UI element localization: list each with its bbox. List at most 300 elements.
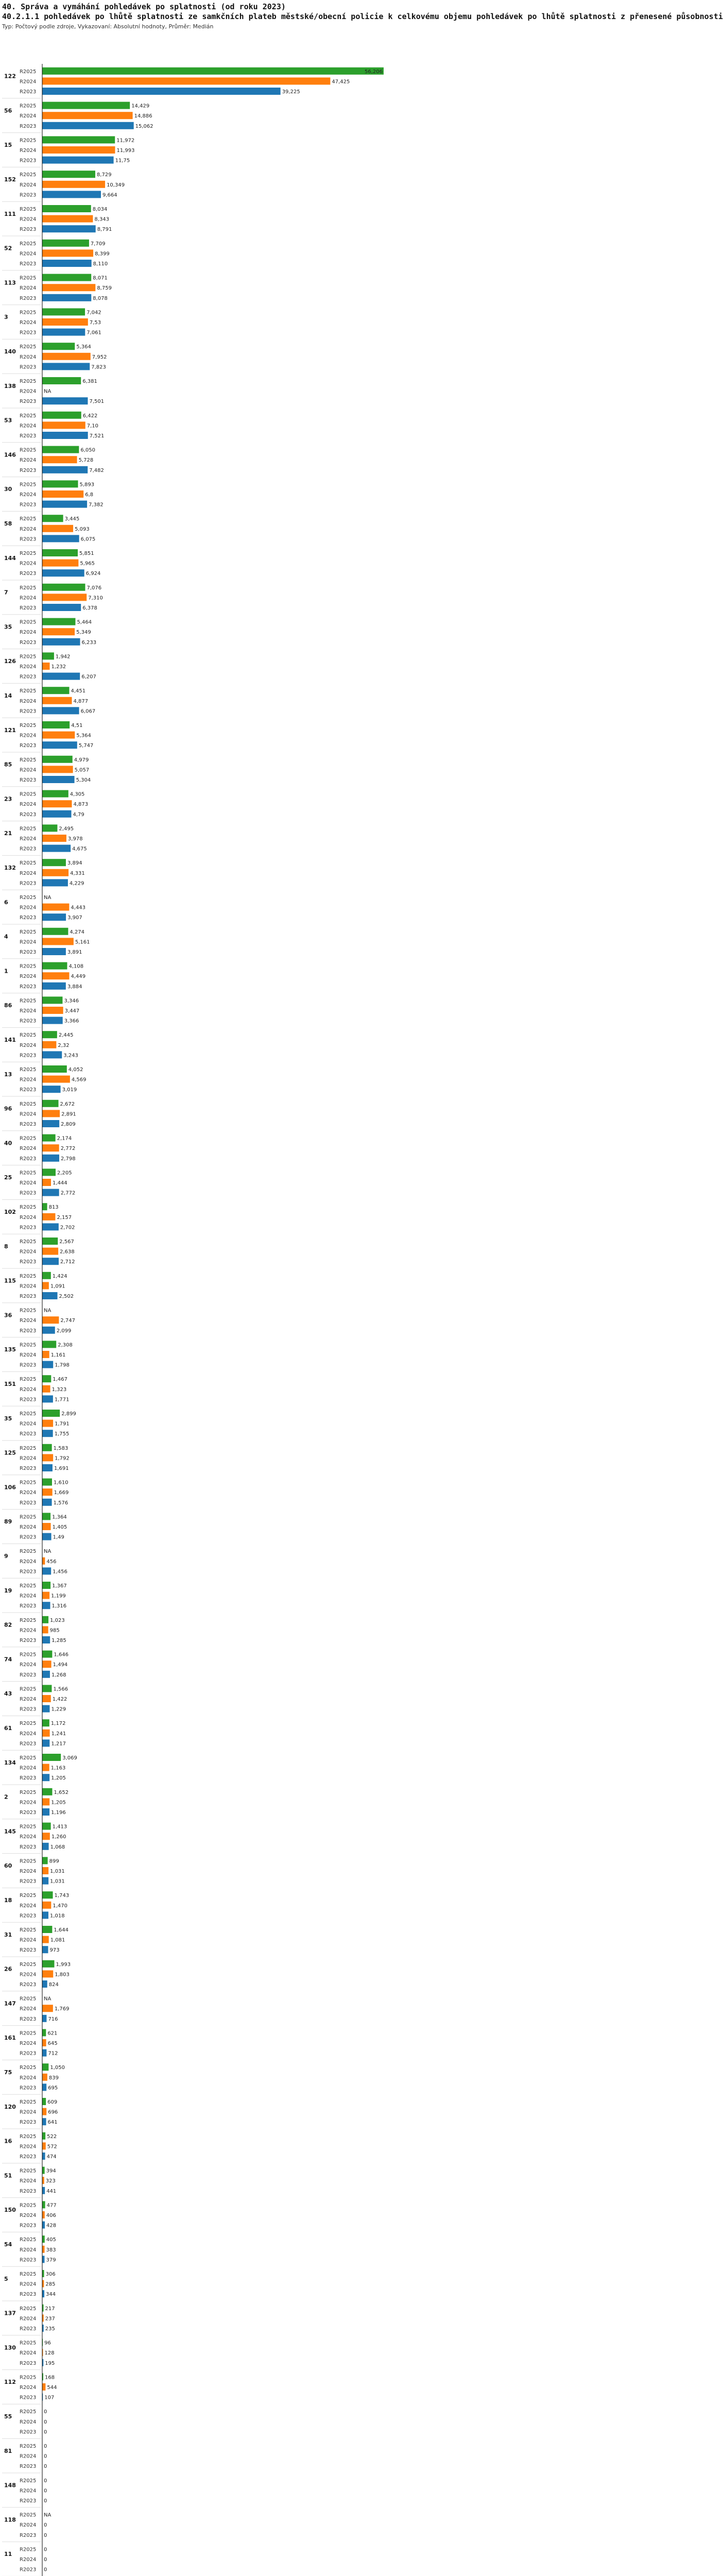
row-label: R2023 [20, 536, 37, 543]
bar-r2024 [42, 663, 50, 670]
bar-r2024 [42, 904, 69, 911]
row-label: R2025 [20, 791, 37, 798]
row-label: R2024 [20, 1903, 37, 1909]
bar-r2024 [42, 2074, 47, 2081]
value-label: 168 [44, 2375, 55, 2381]
group-label: 120 [4, 2103, 16, 2110]
value-label: 2,798 [61, 1156, 76, 1162]
bar-r2024 [42, 1213, 55, 1221]
group-label: 5 [4, 2275, 8, 2282]
row-label: R2025 [20, 2340, 37, 2346]
value-label: 5,161 [75, 939, 90, 945]
group-label: 4 [4, 933, 8, 940]
row-label: R2024 [20, 836, 37, 842]
value-label: 1,456 [53, 1569, 67, 1575]
bar-r2025 [42, 2063, 48, 2071]
value-label: 5,851 [79, 551, 94, 556]
value-label: 5,093 [75, 526, 90, 532]
value-label: 2,702 [60, 1225, 75, 1231]
row-label: R2024 [20, 2247, 37, 2253]
value-label: 2,747 [60, 1318, 76, 1324]
bar-r2023 [42, 913, 66, 921]
bar-r2024 [42, 1385, 50, 1393]
value-label: 0 [44, 2409, 47, 2415]
row-label: R2025 [20, 2478, 37, 2484]
row-label: R2023 [20, 1294, 37, 1299]
value-label: 4,443 [71, 905, 86, 911]
row-label: R2024 [20, 1180, 37, 1186]
row-label: R2023 [20, 639, 37, 646]
row-label: R2025 [20, 2237, 37, 2243]
row-label: R2023 [20, 2429, 37, 2435]
value-label: 3,891 [67, 950, 82, 955]
value-label: 1,205 [51, 1800, 66, 1806]
value-label: 1,467 [53, 1377, 67, 1383]
bar-r2025 [42, 515, 63, 522]
value-label: 0 [44, 2444, 47, 2449]
group-label: 18 [4, 1897, 12, 1904]
bar-r2023 [42, 466, 88, 473]
chart-filter-text: Typ: Počtový podle zdroje, Vykazovaní: Absolutní hodnoty, Průměr: Medián [2, 23, 214, 30]
row-label: R2025 [20, 103, 37, 109]
bar-r2025 [42, 1238, 58, 1245]
value-label: 0 [44, 2488, 47, 2494]
bar-r2025 [42, 996, 62, 1004]
bar-r2025 [42, 652, 54, 659]
group-label: 43 [4, 1690, 12, 1698]
row-label: R2023 [20, 1190, 37, 1196]
row-label: R2023 [20, 502, 37, 508]
row-label: R2023 [20, 1741, 37, 1747]
row-label: R2025 [20, 482, 37, 488]
bar-r2025 [42, 377, 81, 384]
row-label: R2025 [20, 447, 37, 453]
group-label: 40 [4, 1140, 12, 1147]
value-label: 985 [49, 1628, 60, 1634]
value-label: 1,691 [54, 1466, 69, 1471]
bar-r2025 [42, 584, 85, 591]
bar-r2024 [42, 490, 83, 498]
row-label: R2023 [20, 571, 37, 577]
row-label: R2024 [20, 1834, 37, 1840]
value-label: 2,772 [60, 1146, 76, 1152]
row-label: R2023 [20, 1638, 37, 1643]
bar-r2023 [42, 1877, 48, 1885]
bar-r2024 [42, 1420, 53, 1427]
value-label: 6,067 [80, 708, 96, 715]
bar-r2024 [42, 800, 72, 807]
row-label: R2025 [20, 2168, 37, 2174]
bar-r2025 [42, 1100, 59, 1107]
group-label: 135 [4, 1346, 16, 1353]
bar-r2025 [42, 687, 70, 694]
bar-r2023 [42, 982, 66, 990]
value-label: 1,576 [53, 1500, 68, 1506]
row-label: R2025 [20, 757, 37, 763]
group-label: 13 [4, 1071, 12, 1078]
value-label: 813 [48, 1205, 59, 1211]
value-label: 6,050 [80, 447, 96, 453]
row-label: R2024 [20, 2109, 37, 2115]
bar-r2024 [42, 1488, 53, 1496]
bar-r2023 [42, 191, 101, 198]
value-label: 217 [45, 2306, 55, 2312]
value-label: 1,583 [53, 1445, 68, 1451]
value-label: 8,343 [94, 216, 110, 223]
row-label: R2023 [20, 708, 37, 715]
value-label: 1,367 [52, 1583, 67, 1589]
row-label: R2024 [20, 1697, 37, 1702]
row-label: R2024 [20, 802, 37, 808]
row-label: R2025 [20, 241, 37, 247]
row-label: R2024 [20, 182, 37, 188]
bar-r2024 [42, 1833, 50, 1840]
value-label: 2,672 [60, 1101, 75, 1107]
bar-r2024 [42, 766, 73, 773]
bar-r2025 [42, 171, 95, 178]
row-label: R2025 [20, 1893, 37, 1899]
row-label: R2024 [20, 2453, 37, 2460]
value-label: 1,942 [55, 654, 71, 660]
bar-r2025 [42, 962, 67, 970]
value-label: 107 [44, 2395, 55, 2401]
row-label: R2024 [20, 2419, 37, 2425]
value-label: 4,877 [73, 698, 89, 704]
row-label: R2025 [20, 860, 37, 867]
group-label: 146 [4, 451, 16, 459]
row-label: R2023 [20, 123, 37, 129]
row-label: R2023 [20, 261, 37, 267]
row-label: R2025 [20, 2375, 37, 2381]
group-label: 11 [4, 2551, 12, 2558]
group-label: 16 [4, 2138, 12, 2145]
value-label: 3,445 [64, 516, 80, 522]
row-label: R2025 [20, 929, 37, 935]
row-label: R2023 [20, 915, 37, 921]
row-label: R2024 [20, 2075, 37, 2081]
value-label: 7,310 [88, 595, 103, 601]
value-label: 2,891 [61, 1111, 76, 1117]
value-label: 14,886 [134, 113, 152, 120]
value-label: 405 [46, 2237, 56, 2243]
row-label: R2025 [20, 344, 37, 350]
bar-r2024 [42, 1902, 51, 1909]
value-label: 47,425 [332, 79, 350, 85]
row-label: R2025 [20, 275, 37, 281]
row-label: R2024 [20, 1352, 37, 1358]
group-label: 53 [4, 417, 12, 424]
value-label: 4,873 [73, 802, 89, 808]
row-label: R2025 [20, 207, 37, 212]
row-label: R2024 [20, 2385, 37, 2391]
row-label: R2023 [20, 2257, 37, 2263]
value-label: 1,405 [52, 1524, 67, 1530]
value-label: 1,993 [56, 1961, 71, 1968]
row-label: R2024 [20, 251, 37, 257]
bar-r2025 [42, 102, 130, 109]
bar-r2023 [42, 2290, 44, 2297]
bar-r2023 [42, 294, 91, 301]
row-label: R2023 [20, 2016, 37, 2022]
row-label: R2024 [20, 2316, 37, 2322]
bar-r2023 [42, 1258, 59, 1265]
row-label: R2024 [20, 939, 37, 945]
row-label: R2025 [20, 2099, 37, 2105]
bar-r2024 [42, 2039, 46, 2046]
row-label: R2025 [20, 1927, 37, 1933]
row-label: R2025 [20, 516, 37, 522]
value-label: 2,174 [57, 1136, 72, 1142]
bar-r2025 [42, 308, 85, 315]
row-label: R2025 [20, 688, 37, 694]
row-label: R2025 [20, 310, 37, 316]
value-label: 2,502 [59, 1294, 74, 1299]
row-label: R2025 [20, 2512, 37, 2518]
row-label: R2023 [20, 1810, 37, 1816]
row-label: R2025 [20, 895, 37, 901]
row-label: R2024 [20, 285, 37, 292]
row-label: R2024 [20, 595, 37, 601]
value-label: 3,894 [67, 860, 82, 867]
row-label: R2024 [20, 1008, 37, 1014]
row-label: R2025 [20, 1514, 37, 1520]
bar-r2025 [42, 1341, 56, 1348]
value-label: 441 [46, 2188, 57, 2194]
value-label: 1,068 [50, 1844, 65, 1850]
bar-r2025 [42, 2201, 45, 2208]
row-label: R2025 [20, 2547, 37, 2553]
value-label: 1,232 [51, 664, 66, 670]
bar-r2025 [42, 1203, 47, 1210]
bar-r2023 [42, 1361, 53, 1368]
value-label: 4,675 [72, 846, 87, 852]
bar-r2025 [42, 1444, 52, 1451]
row-label: R2023 [20, 295, 37, 301]
value-label: 1,323 [51, 1386, 67, 1393]
value-label: 477 [46, 2202, 57, 2209]
value-label: 2,567 [59, 1239, 74, 1245]
row-label: R2023 [20, 467, 37, 473]
value-label: 1,644 [54, 1927, 69, 1933]
value-label: 1,803 [55, 1972, 70, 1978]
row-label: R2025 [20, 1755, 37, 1761]
value-label: 235 [45, 2326, 55, 2332]
bar-r2024 [42, 628, 75, 635]
row-label: R2024 [20, 1111, 37, 1117]
group-label: 140 [4, 348, 16, 355]
bar-r2023 [42, 2222, 45, 2229]
bar-r2023 [42, 2015, 46, 2022]
bar-r2023 [42, 1464, 53, 1471]
value-label: 4,274 [70, 929, 85, 935]
bar-r2023 [42, 1292, 58, 1299]
bar-r2024 [42, 1041, 56, 1048]
bar-r2023 [42, 1120, 59, 1127]
value-label: 824 [48, 1982, 59, 1988]
row-label: R2023 [20, 984, 37, 990]
group-label: 6 [4, 899, 8, 906]
group-label: 7 [4, 589, 8, 596]
row-label: R2023 [20, 227, 37, 233]
value-label: 1,49 [53, 1534, 64, 1540]
value-label: 2,638 [60, 1249, 75, 1255]
group-label: 113 [4, 279, 16, 286]
row-label: R2023 [20, 1500, 37, 1506]
bar-r2025 [42, 1651, 52, 1658]
bar-r2024 [42, 697, 72, 704]
bar-r2024 [42, 1936, 49, 1943]
value-label: 5,349 [76, 630, 91, 636]
value-label: 4,305 [70, 791, 85, 798]
bar-r2023 [42, 1223, 59, 1230]
value-label: 2,32 [58, 1042, 70, 1048]
row-label: R2025 [20, 2065, 37, 2071]
value-label: 3,978 [67, 836, 83, 842]
bar-r2023 [42, 707, 79, 714]
value-label: 344 [46, 2292, 56, 2298]
bar-r2024 [42, 1007, 63, 1014]
bar-r2024 [42, 249, 93, 257]
bar-r2023 [42, 741, 77, 749]
row-label: R2023 [20, 2464, 37, 2470]
value-label: 1,755 [54, 1431, 70, 1437]
bar-r2023 [42, 432, 88, 439]
bar-r2023 [42, 1395, 53, 1402]
row-label: R2024 [20, 148, 37, 154]
bar-r2024 [42, 1179, 51, 1186]
bar-r2023 [42, 363, 90, 370]
bar-r2024 [42, 1798, 49, 1805]
group-label: 111 [4, 210, 16, 217]
bar-r2023 [42, 1980, 47, 1988]
value-label: 1,050 [50, 2065, 65, 2071]
row-label: R2023 [20, 2154, 37, 2160]
group-label: 56 [4, 107, 12, 114]
row-label: R2023 [20, 1603, 37, 1609]
row-label: R2024 [20, 1662, 37, 1668]
value-label: 2,205 [57, 1170, 72, 1176]
bar-r2024 [42, 835, 66, 842]
bar-r2024 [42, 1454, 53, 1461]
bar-r2023 [42, 1808, 49, 1816]
bar-r2024 [42, 1248, 58, 1255]
bar-r2025 [42, 2167, 45, 2174]
value-label: 1,260 [51, 1834, 66, 1840]
value-label: 645 [47, 2041, 58, 2046]
bar-r2024 [42, 1144, 59, 1151]
bar-r2023 [42, 810, 72, 818]
value-label: 5,304 [76, 777, 91, 783]
value-label: NA [44, 895, 51, 901]
row-label: R2024 [20, 2350, 37, 2357]
bar-r2025 [42, 1719, 49, 1726]
bar-r2023 [42, 157, 114, 164]
bar-r2023 [42, 2256, 44, 2263]
value-label: 0 [44, 2522, 47, 2529]
group-label: 122 [4, 73, 16, 80]
bar-r2025 [42, 446, 79, 453]
row-label: R2024 [20, 1593, 37, 1599]
value-label: NA [44, 1996, 51, 2002]
bar-r2024 [42, 560, 78, 567]
row-label: R2023 [20, 399, 37, 405]
group-label: 137 [4, 2310, 16, 2317]
group-label: 125 [4, 1449, 16, 1456]
row-label: R2024 [20, 113, 37, 120]
value-label: 15,062 [135, 123, 153, 129]
bar-r2023 [42, 1567, 51, 1574]
row-label: R2023 [20, 1087, 37, 1093]
row-label: R2025 [20, 2202, 37, 2209]
value-label: 0 [44, 2478, 47, 2484]
value-label: 1,364 [52, 1514, 67, 1520]
value-label: 6,381 [82, 379, 97, 384]
group-label: 31 [4, 1931, 12, 1938]
row-label: R2025 [20, 2272, 37, 2277]
bar-r2024 [42, 318, 88, 326]
row-label: R2024 [20, 1628, 37, 1634]
value-label: 0 [44, 2547, 47, 2553]
value-label: 1,652 [54, 1789, 69, 1795]
row-label: R2024 [20, 423, 37, 429]
bar-r2024 [42, 2246, 45, 2253]
row-label: R2023 [20, 1844, 37, 1850]
bar-r2024 [42, 181, 105, 188]
group-label: 58 [4, 520, 12, 527]
value-label: NA [44, 388, 51, 395]
row-label: R2024 [20, 698, 37, 704]
value-label: 544 [47, 2385, 57, 2391]
bar-r2025 [42, 859, 66, 866]
group-label: 86 [4, 1002, 12, 1009]
row-label: R2025 [20, 1549, 37, 1555]
row-label: R2025 [20, 619, 37, 625]
bar-r2023 [42, 1189, 59, 1196]
bar-r2023 [42, 2049, 46, 2057]
chart-title: 40. Správa a vymáhání pohledávek po splatnosti (od roku 2023) [2, 2, 286, 11]
row-label: R2025 [20, 551, 37, 556]
row-label: R2025 [20, 1961, 37, 1968]
row-label: R2023 [20, 1672, 37, 1678]
value-label: 8,759 [97, 285, 112, 292]
value-label: 2,445 [58, 1032, 74, 1039]
value-label: 3,243 [63, 1053, 78, 1059]
value-label: 6,924 [85, 571, 101, 577]
bar-r2025 [42, 480, 78, 487]
row-label: R2025 [20, 1273, 37, 1279]
value-label: 1,316 [51, 1603, 67, 1609]
row-label: R2025 [20, 379, 37, 384]
row-label: R2024 [20, 2488, 37, 2494]
row-label: R2024 [20, 1558, 37, 1565]
row-label: R2025 [20, 1445, 37, 1451]
row-label: R2024 [20, 1490, 37, 1496]
value-label: 1,018 [50, 1913, 65, 1919]
bar-r2025 [42, 756, 73, 763]
row-label: R2023 [20, 1431, 37, 1437]
bar-r2025 [42, 2270, 44, 2277]
row-label: R2024 [20, 767, 37, 773]
value-label: 7,382 [89, 502, 104, 508]
row-label: R2025 [20, 172, 37, 178]
value-label: 0 [44, 2464, 47, 2470]
row-label: R2023 [20, 1913, 37, 1919]
value-label: 1,771 [54, 1397, 70, 1403]
bar-r2023 [42, 604, 81, 611]
bar-r2024 [42, 869, 68, 876]
bar-r2025 [42, 1788, 52, 1795]
value-label: 8,399 [95, 251, 110, 257]
